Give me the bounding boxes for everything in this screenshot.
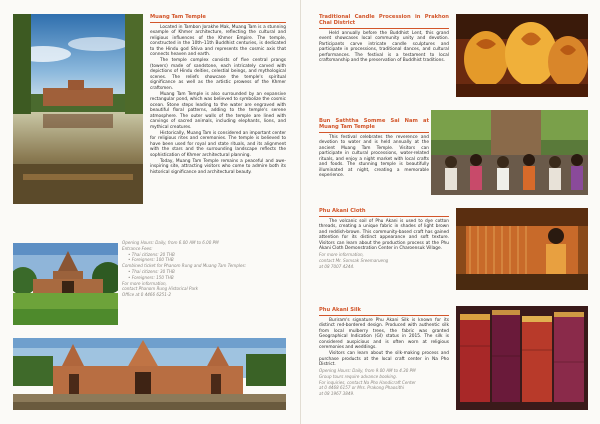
fee-thai: • Thai citizens: 20 THB (128, 251, 175, 257)
cloth-info-label: For more information, (319, 252, 364, 257)
heading-rule (319, 315, 449, 316)
silk-paragraph-1: Buriram's signature Phu Akani Silk is known for its distinct red-bordered design. Produced with authentic silk from local mulberry trees, the fabric was granted Geographical Indication (GI) status in 2015. The silk is considered auspicious and is often worn at religious ceremonies and weddings. (319, 317, 449, 350)
cloth-heading: Phu Akani Cloth (319, 208, 366, 214)
muang-tam-para-4: Historically, Muang Tam is considered an important center for religious rites and ceremonies. The temple is believed to have been used for royal and state rituals, and its alignment with the stars and the surrounding landscape reflects the sophistication of Khmer architectural planning. (150, 130, 286, 158)
info-label: For more information, (122, 280, 167, 286)
festival-photo (431, 110, 588, 195)
prang-lawn-photo (13, 243, 118, 325)
temple-pond-photo (13, 14, 143, 204)
info-phone: Office at 0 4466 6251-2 (122, 292, 171, 298)
info-contact: contact Phanom Rung Historical Park (122, 286, 199, 292)
cloth-paragraph: The volcanic soil of Phu Akani is used to dye cotton threads, creating a unique fabric in shades of light brown and reddish-brown. This community-based craft has gained attention for its distinct appearance and soft texture. Visitors can learn about the production process at the Phu Akani Cloth Demonstration Center in Charoensuk Village. (319, 218, 449, 251)
bun-heading: Bun Saththa Somme Sai Nam at Muang Tam Temple (319, 118, 429, 130)
silk-enquiries: For inquiries, contact Na Pho Handicraft Center (319, 379, 416, 385)
cloth-info-contact: contact Mr. Somsak Sreemarueng (319, 257, 389, 263)
temple-gate-photo (13, 338, 286, 410)
candle-paragraph: Held annually before the Buddhist Lent, this grand event showcases local community unity and devotion. Participants carve intricate candle sculptures and participate in processions, traditional dances, and cultural performances. The festival is a testament to local craftsmanship and the preservation of Buddhist traditions. (319, 30, 449, 63)
muang-tam-article (150, 14, 286, 176)
phu-akani-silk-article (319, 307, 449, 397)
combined-fee-foreign: • Foreigners: 150 THB (128, 274, 174, 280)
muang-tam-info (122, 240, 286, 298)
combined-ticket-label: Combined ticket for Phanom Rung and Muang Tam Temples: (122, 263, 246, 269)
silk-phone-2: at 08 1967 3849. (319, 391, 355, 397)
heading-rule (319, 28, 449, 29)
combined-fee-thai: • Thai citizens: 30 THB (128, 268, 175, 274)
phu-akani-cloth-article (319, 208, 449, 269)
muang-tam-para-5: Today, Muang Tam Temple remains a peaceful and awe-inspiring site, attracting visitors who come to admire both its historical significance and architectural beauty. (150, 158, 286, 175)
muang-tam-para-2: The temple complex consists of five central prangs (towers) made of sandstone, each intricately carved with depictions of Hindu deities, celestial beings, and mythological scenes. The reliefs showcase the temple's spiritual significance as well as the artistic prowess of the Khmer craftsmen. (150, 58, 286, 91)
weaving-photo (456, 208, 588, 290)
heading-rule (150, 22, 286, 23)
muang-tam-para-1: Located in Tambon Jorakhe Mak, Muang Tam is a stunning example of Khmer architecture, reflecting the cultural and religious influences of the Khmer Empire. The temple, constructed in the 10th–11th Buddhist centuries, is dedicated to the Hindu god Shiva and represents the cosmic axis that connects heaven and earth. (150, 24, 286, 57)
muang-tam-heading: Muang Tam Temple (150, 14, 206, 20)
candle-article (319, 14, 449, 64)
heading-rule (319, 216, 449, 217)
right-page (300, 0, 600, 424)
silk-opening-hours: Opening Hours: Daily, from 9.00 AM to 4.30 PM (319, 368, 416, 373)
silk-fabric-photo (456, 306, 588, 410)
bun-paragraph: This festival celebrates the reverence and devotion to water and is held annually at the ancient Muang Tam Temple. Visitors can participate in cultural processions, water-related rituals, and enjoy a night market with local crafts and foods. The stunning temple is beautifully illuminated at night, creating a memorable experience. (319, 134, 429, 178)
bun-article (319, 118, 429, 179)
fee-foreign: • Foreigners: 100 THB (128, 257, 174, 263)
opening-hours: Opening Hours: Daily, from 6.00 AM to 6.00 PM (122, 240, 219, 245)
silk-group-tours: Group tours require advance booking. (319, 373, 398, 379)
candle-procession-photo (456, 14, 588, 97)
cloth-info-phone: at 08 7007 4244. (319, 263, 355, 269)
fees-label: Entrance Fees: (122, 245, 153, 251)
candle-heading: Traditional Candle Procession in Prakhon Chai District (319, 14, 449, 26)
heading-rule (319, 132, 429, 133)
silk-heading: Phu Akani Silk (319, 307, 361, 313)
silk-paragraph-2: Visitors can learn about the silk-making process and purchase products at the local craft center in Na Pho District. (319, 351, 449, 367)
muang-tam-para-3: Muang Tam Temple is also surrounded by an expansive rectangular pond, which was believed to symbolize the cosmic ocean. Stone steps leading to the water are engraved with beautiful floral patterns, adding to the temple's serene atmosphere. The outer walls of the temple are lined with carvings of sacred animals, including elephants, lions, and mythical creatures. (150, 91, 286, 130)
silk-phone: at 0 4468 6157 or Mrs. Prakong Phaosithi (319, 385, 404, 391)
